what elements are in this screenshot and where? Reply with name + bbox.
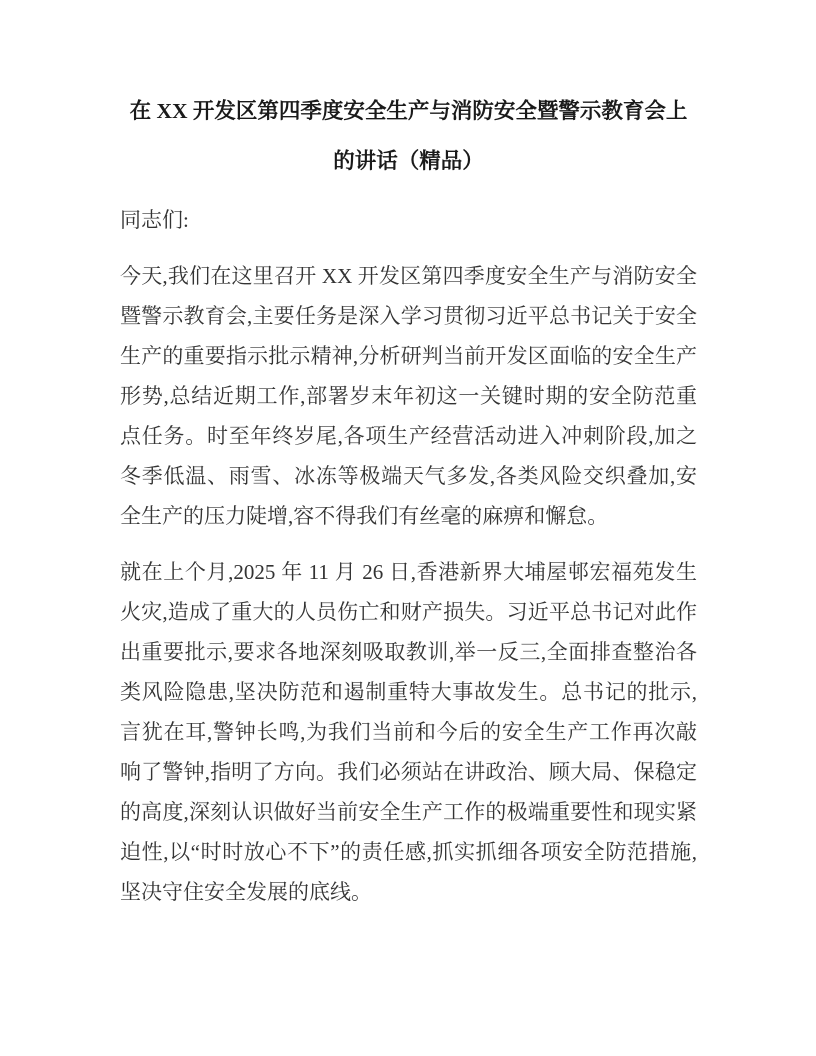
body-paragraph-1: 今天,我们在这里召开 XX 开发区第四季度安全生产与消防安全暨警示教育会,主要任务是深入学习贯彻习近平总书记关于安全生产的重要指示批示精神,分析研判当前开发区面临的安全生产形势,总结近期工作,部署岁末年初这一关键时期的安全防范重点任务。时至年终岁尾,各项生产经营活动进入冲刺阶段,加之冬季低温、雨雪、冰冻等极端天气多发,各类风险交织叠加,安全生产的压力陡增,容不得我们有丝毫的麻痹和懈怠。 xyxy=(120,264,697,528)
body-paragraph-2: 就在上个月,2025 年 11 月 26 日,香港新界大埔屋邨宏福苑发生火灾,造成了重大的人员伤亡和财产损失。习近平总书记对此作出重要批示,要求各地深刻吸取教训,举一反三,全面排查整治各类风险隐患,坚决防范和遏制重特大事故发生。总书记的批示,言犹在耳,警钟长鸣,为我们当前和今后的安全生产工作再次敲响了警钟,指明了方向。我们必须站在讲政治、顾大局、保稳定的高度,深刻认识做好当前安全生产工作的极端重要性和现实紧迫性,以“时时放心不下”的责任感,抓实抓细各项安全防范措施,坚决守住安全发展的底线。 xyxy=(120,560,697,904)
salutation-line: 同志们: xyxy=(120,208,189,232)
document-title: 在 XX 开发区第四季度安全生产与消防安全暨警示教育会上的讲话（精品） xyxy=(129,99,688,173)
